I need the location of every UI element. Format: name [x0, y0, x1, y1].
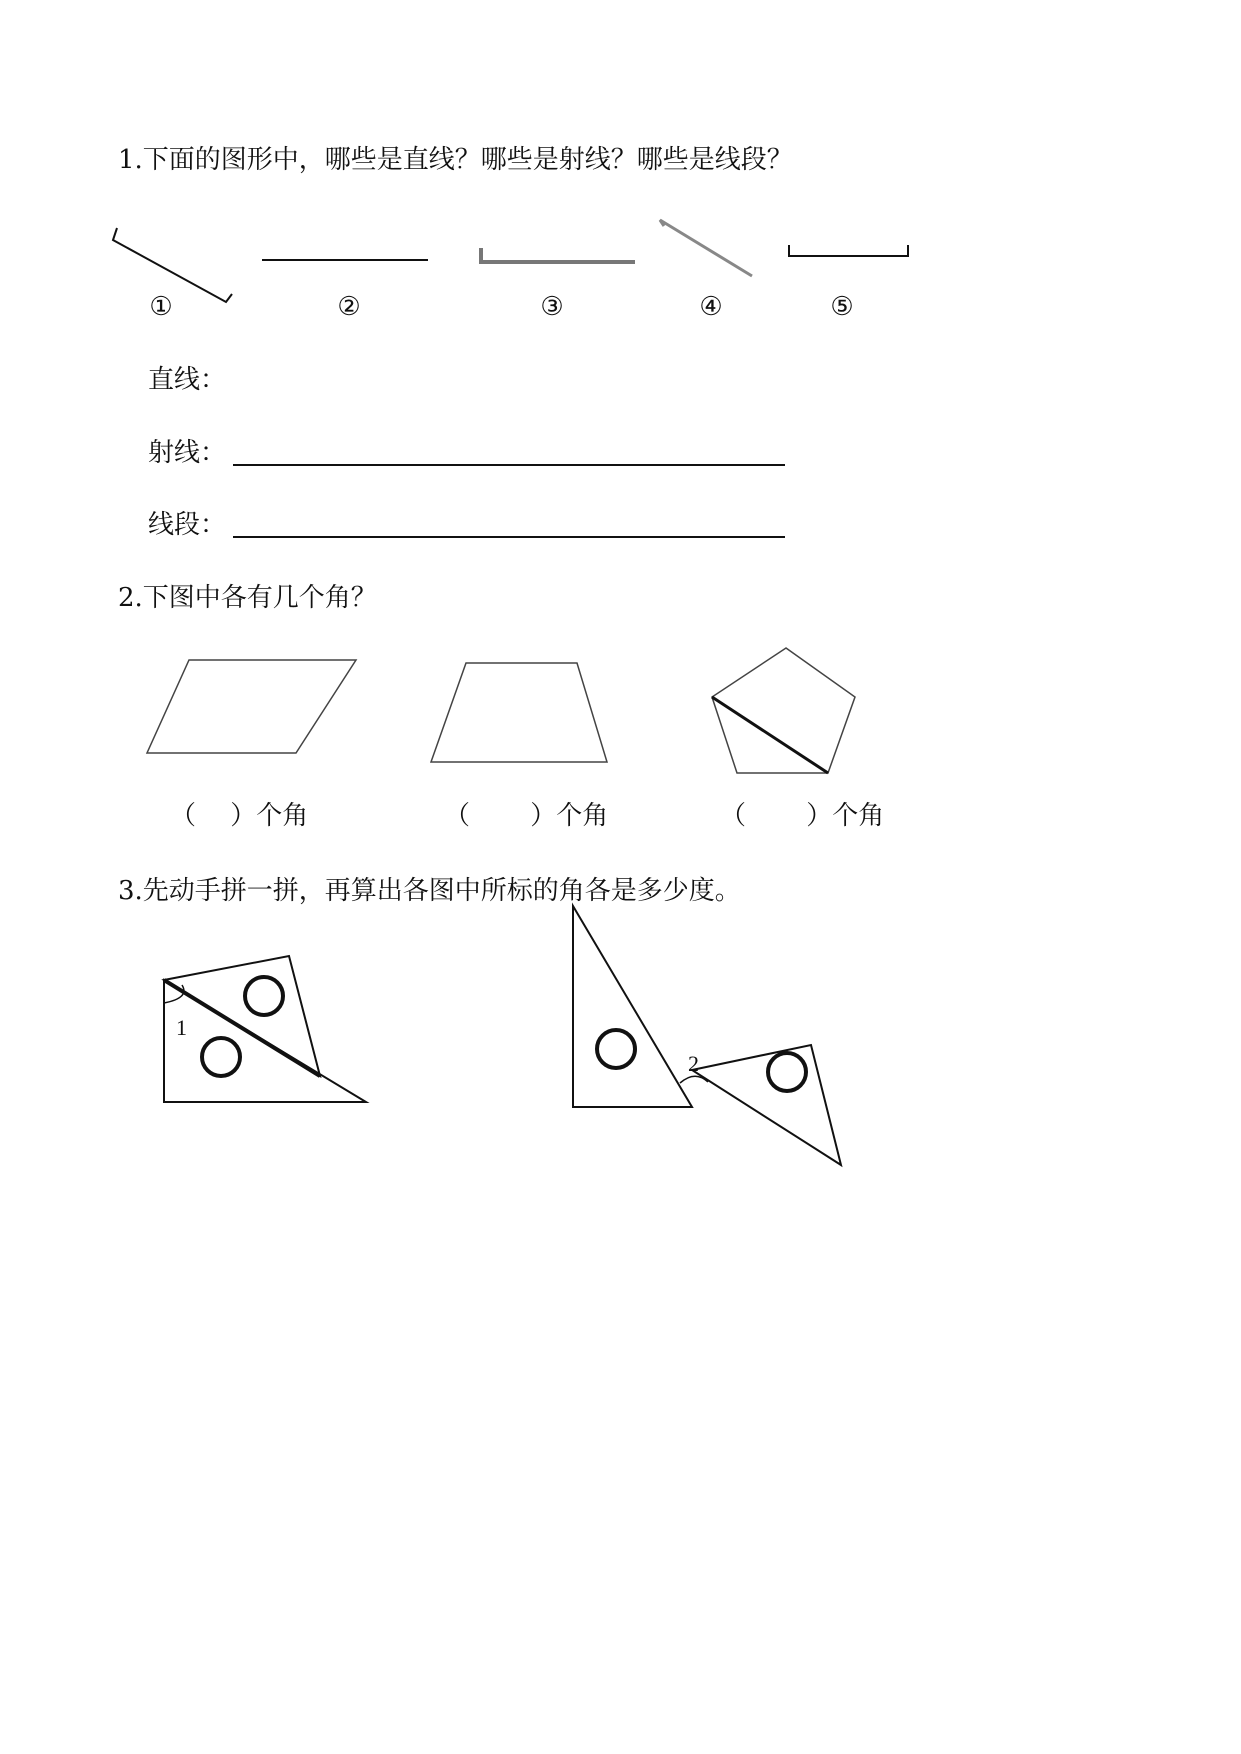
figure-label-4: ④	[699, 292, 723, 322]
blank-2[interactable]: （ ）个角	[444, 801, 609, 831]
blank-3[interactable]: （ ）个角	[720, 801, 885, 831]
angle-2-label: 2	[688, 1051, 699, 1076]
ruler-hole	[768, 1053, 806, 1091]
answer-line-label: 直线：	[148, 365, 227, 395]
answer-segment-label: 线段：	[148, 510, 227, 540]
ruler-hole	[597, 1030, 635, 1068]
question-1: 1.下面的图形中，哪些是直线？哪些是射线？哪些是线段？	[118, 145, 793, 175]
shared-edge	[164, 980, 320, 1076]
question-3: 3.先动手拼一拼，再算出各图中所标的角各是多少度。	[118, 876, 741, 906]
figure-label-3: ③	[540, 292, 564, 322]
set-square-small	[164, 956, 320, 1076]
set-square-tall	[573, 906, 692, 1107]
figure-label-5: ⑤	[830, 292, 854, 322]
angle-1-label: 1	[176, 1015, 187, 1040]
blank-1[interactable]: （ ）个角	[170, 801, 309, 831]
ruler-hole	[202, 1038, 240, 1076]
ruler-hole	[245, 977, 283, 1015]
figure-label-2: ②	[337, 292, 361, 322]
set-square-tilted	[692, 1045, 841, 1165]
figure-label-1: ①	[149, 292, 173, 322]
answer-ray-label: 射线：	[148, 438, 227, 468]
question-2: 2.下图中各有几个角？	[118, 583, 377, 613]
